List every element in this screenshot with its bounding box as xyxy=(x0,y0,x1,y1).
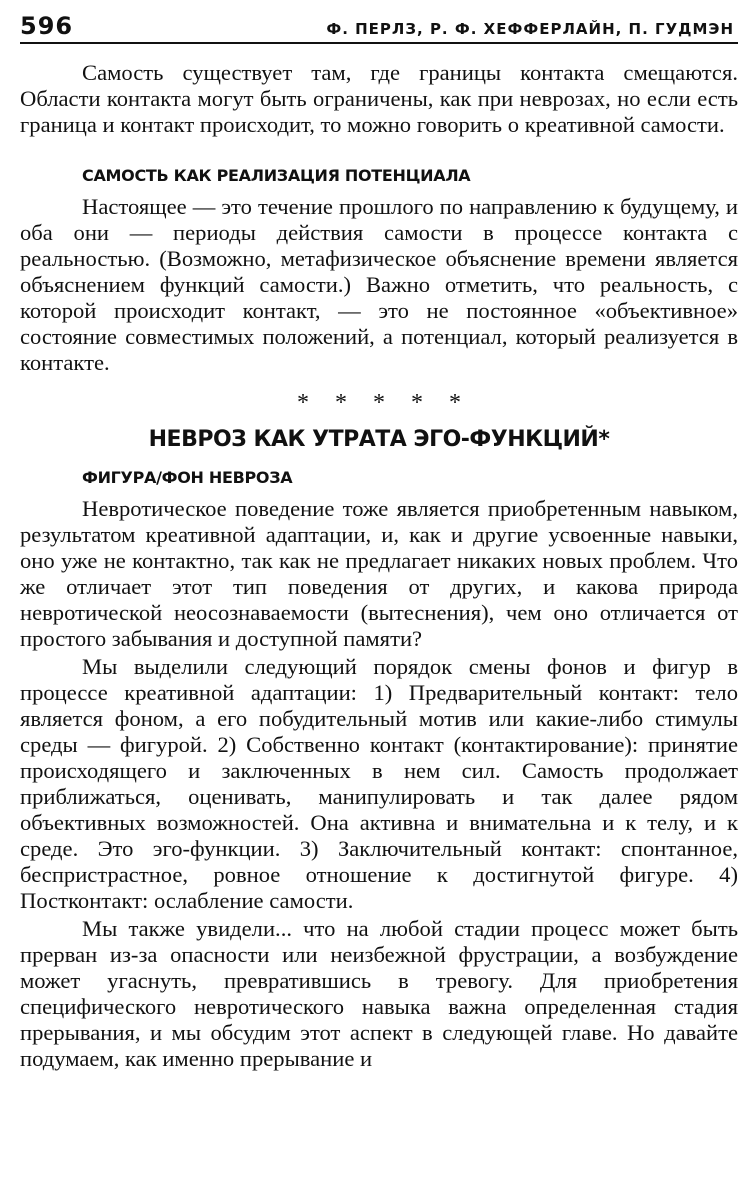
section-separator: * * * * * xyxy=(297,390,471,416)
chapter-title: НЕВРОЗ КАК УТРАТА ЭГО-ФУНКЦИЙ* xyxy=(148,427,610,452)
paragraph-contact-stages: Мы выделили следующий порядок смены фонов и фигур в процессе креативной адаптации: 1) Предварительный контакт: тело является фоном, а его побудительный мотив или какие-либо стимулы среды — фигурой. 2) Собственно контакт (контактирование): принятие происходящего и заключенных в нем сил. Самость продолжает приближаться, оценивать, манипулировать и так далее рядом объективных возможностей. Она активна и внимательна и к телу, и к среде. Это эго-функции. 3) Заключительный контакт: спонтанное, беспристрастное, ровное отношение к достигнутой фигуре. 4) Постконтакт: ослабление самости. xyxy=(20,654,738,913)
paragraph-present-time: Настоящее — это течение прошлого по направлению к будущему, и оба они — периоды действия самости в процессе контакта с реальностью. (Возможно, метафизическое объяснение времени является объяснением функций самости.) Важно отметить, что реальность, с которой происходит контакт, — это не постоянное «объективное» состояние совместимых положений, а потенциал, который реализуется в контакте. xyxy=(20,194,738,375)
page-number: 596 xyxy=(20,12,74,40)
section-heading-figure-ground: ФИГУРА/ФОН НЕВРОЗА xyxy=(82,468,293,487)
paragraph-neurotic-behavior: Невротическое поведение тоже является приобретенным навыком, результатом креативной адаптации, и, как и другие усвоенные навыки, оно уже не контактно, так как не предлагает никаких новых проблем. Что же отличает этот тип поведения от других, и какова природа невротической неосознаваемости (вытеснения), чем оно отличается от простого забывания и доступной памяти? xyxy=(20,496,738,651)
running-head-authors: Ф. ПЕРЛЗ, Р. Ф. ХЕФФЕРЛАЙН, П. ГУДМЭН xyxy=(326,20,734,38)
book-page xyxy=(20,12,738,1072)
paragraph-creative-self: Самость существует там, где границы контакта смещаются. Области контакта могут быть ограничены, как при неврозах, но если есть граница и контакт происходит, то можно говорить о креативной самости. xyxy=(20,60,738,137)
section-heading-self-as-potential: САМОСТЬ КАК РЕАЛИЗАЦИЯ ПОТЕНЦИАЛА xyxy=(82,166,471,185)
paragraph-interruption: Мы также увидели... что на любой стадии процесс может быть прерван из-за опасности или неизбежной фрустрации, а возбуждение может угаснуть, превратившись в тревогу. Для приобретения специфического невротического навыка важна определенная стадия прерывания, и мы обсудим этот аспект в следующей главе. Но давайте подумаем, как именно прерывание и xyxy=(20,916,738,1071)
page-header xyxy=(20,12,738,44)
